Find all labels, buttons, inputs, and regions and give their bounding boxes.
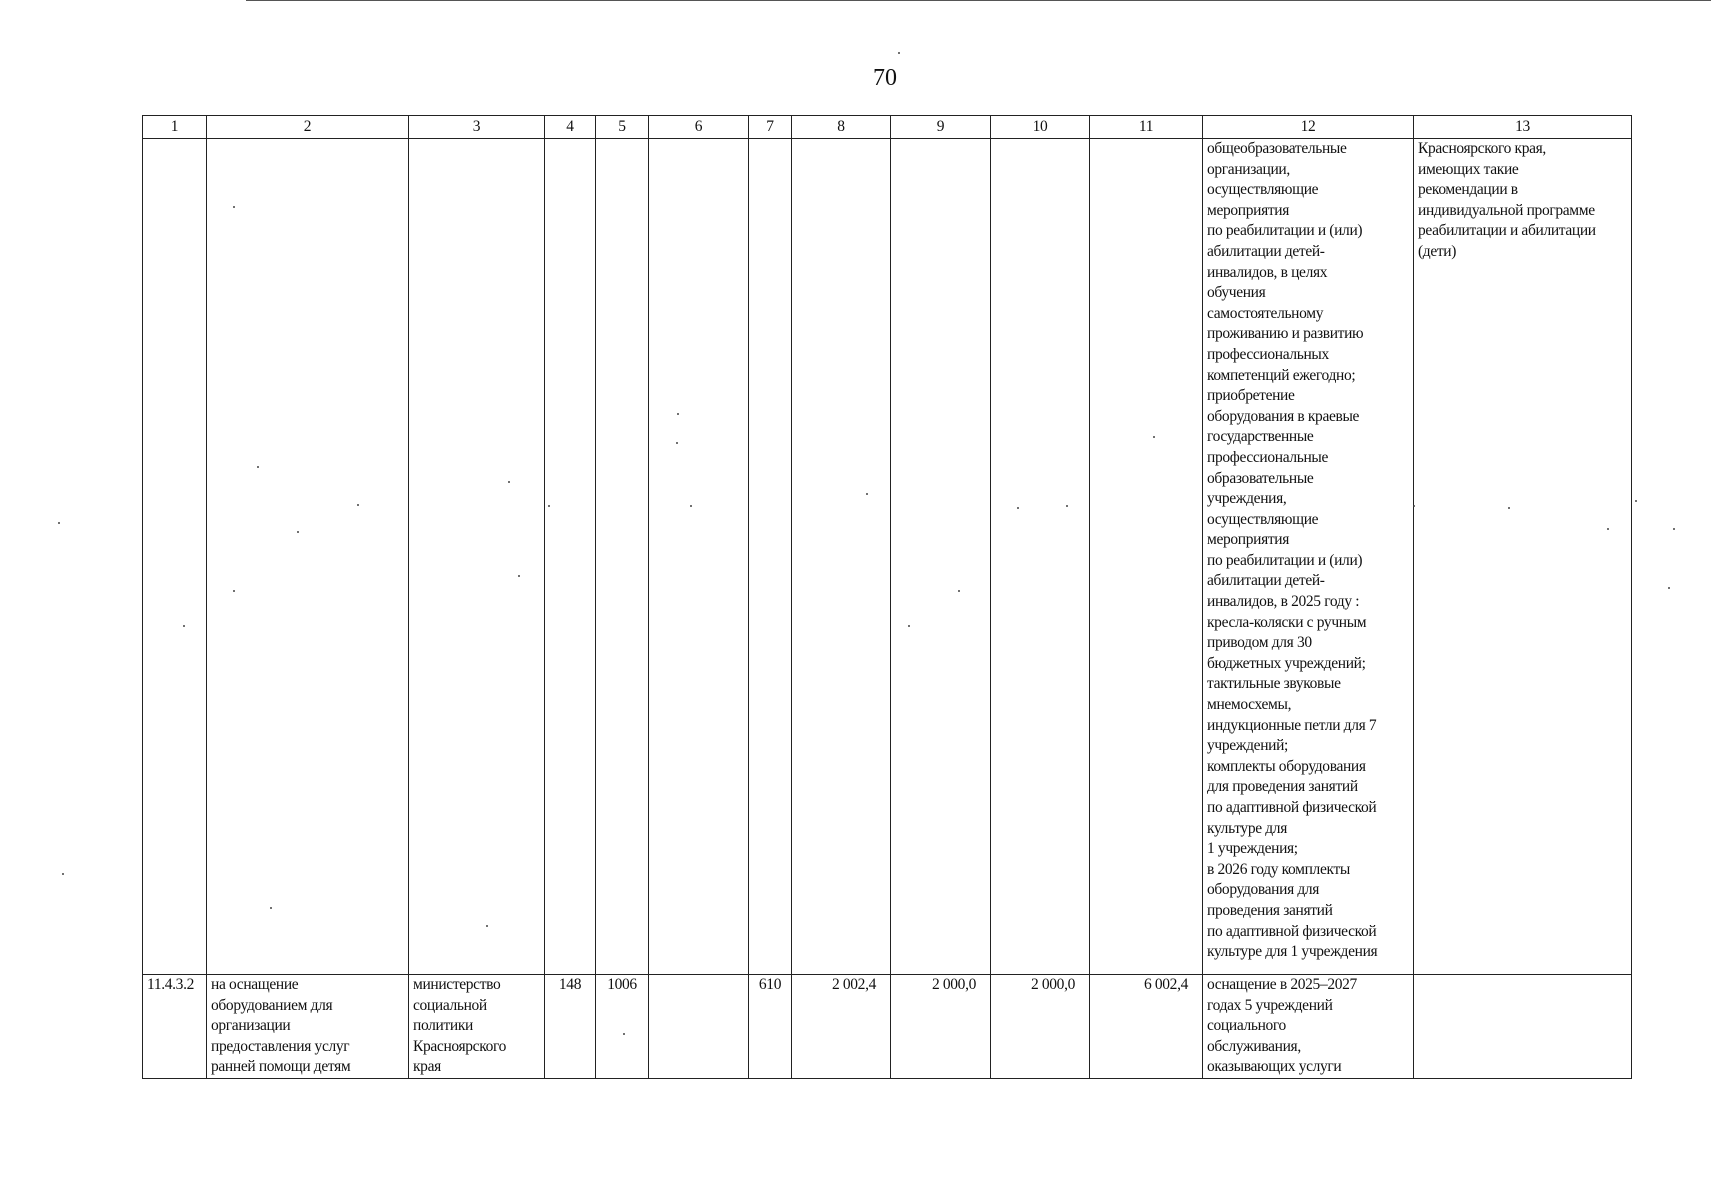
scan-speck [297, 531, 299, 533]
scan-speck [257, 466, 259, 468]
scan-speck [518, 575, 520, 577]
scan-speck [183, 625, 185, 627]
scan-speck [623, 1033, 625, 1035]
continued-cell-3 [409, 139, 545, 975]
header-col-11: 11 [1090, 116, 1203, 139]
scan-speck [866, 493, 868, 495]
row-amount-col-9: 2 000,0 [891, 975, 991, 1079]
scan-speck [233, 590, 235, 592]
row-amount-col-8: 2 002,4 [792, 975, 891, 1079]
continued-cell-5 [596, 139, 649, 975]
scan-speck [676, 442, 678, 444]
scan-speck [1635, 500, 1637, 502]
scan-speck [677, 413, 679, 415]
scan-speck [508, 481, 510, 483]
scan-speck [1066, 505, 1068, 507]
continued-cell-4 [545, 139, 596, 975]
scan-speck [270, 907, 272, 909]
header-col-4: 4 [545, 116, 596, 139]
row-code-col-6 [649, 975, 749, 1079]
continued-target-description: Красноярского края, имеющих такие рекомендации в индивидуальной программе реабилитации и абилитации (дети) [1414, 139, 1632, 975]
scan-speck [58, 522, 60, 524]
continued-cell-6 [649, 139, 749, 975]
continued-cell-9 [891, 139, 991, 975]
continued-cell-10 [991, 139, 1090, 975]
header-col-5: 5 [596, 116, 649, 139]
continued-row [143, 139, 1632, 975]
header-col-7: 7 [749, 116, 792, 139]
scan-speck [690, 505, 692, 507]
scan-speck [233, 206, 235, 208]
scan-speck [62, 873, 64, 875]
row-responsible-executor: министерство социальной политики Красноярского края [409, 975, 545, 1079]
page-number: 70 [873, 65, 897, 91]
row-item-number: 11.4.3.2 [143, 975, 207, 1079]
scan-speck [1668, 587, 1670, 589]
header-col-13: 13 [1414, 116, 1632, 139]
header-col-1: 1 [143, 116, 207, 139]
header-col-8: 8 [792, 116, 891, 139]
scan-speck [486, 925, 488, 927]
header-col-12: 12 [1203, 116, 1414, 139]
row-result-description: оснащение в 2025–2027 годах 5 учреждений социального обслуживания, оказывающих услуги [1203, 975, 1414, 1079]
scan-speck [1153, 436, 1155, 438]
scan-speck [1607, 528, 1609, 530]
row-code-col-7: 610 [749, 975, 792, 1079]
continued-cell-7 [749, 139, 792, 975]
row-activity-name: на оснащение оборудованием для организации предоставления услуг ранней помощи детям [207, 975, 409, 1079]
scan-speck [898, 52, 900, 54]
row-code-col-5: 1006 [596, 975, 649, 1079]
header-col-6: 6 [649, 116, 749, 139]
header-col-9: 9 [891, 116, 991, 139]
scan-speck [357, 504, 359, 506]
header-col-3: 3 [409, 116, 545, 139]
scan-speck [1508, 507, 1510, 509]
continued-cell-8 [792, 139, 891, 975]
continued-cell-1 [143, 139, 207, 975]
row-amount-total: 6 002,4 [1090, 975, 1203, 1079]
scan-speck [1413, 505, 1415, 507]
row-amount-col-10: 2 000,0 [991, 975, 1090, 1079]
scan-speck [958, 590, 960, 592]
table-row-11-4-3-2 [143, 975, 1632, 1079]
row-target-description [1414, 975, 1632, 1079]
row-code-col-4: 148 [545, 975, 596, 1079]
continued-result-description: общеобразовательные организации, осуществляющие мероприятия по реабилитации и (или) абилитации детей- инвалидов, в целях обучения самостоятельному проживанию и развитию профессиональных компетенций ежегодно; приобретение оборудования в краевые государственные профессиональные образовательные учреждения, осуществляющие мероприятия по реабилитации и (или) абилитации детей- инвалидов, в 2025 году : кресла-коляски с ручным приводом для 30 бюджетных учреждений; тактильные звуковые мнемосхемы, индукционные петли для 7 учреждений; комплекты оборудования для проведения занятий по адаптивной физической культуре для 1 учреждения; в 2026 году комплекты оборудования для проведения занятий по адаптивной физической культуре для 1 учреждения [1203, 139, 1414, 975]
continued-cell-2 [207, 139, 409, 975]
scan-speck [908, 625, 910, 627]
scan-speck [548, 505, 550, 507]
program-activities-table [142, 115, 1632, 1079]
scan-speck [1673, 528, 1675, 530]
header-col-10: 10 [991, 116, 1090, 139]
header-col-2: 2 [207, 116, 409, 139]
scan-speck [1017, 507, 1019, 509]
top-scan-rule [246, 0, 1711, 1]
column-number-header-row [143, 116, 1632, 139]
continued-cell-11 [1090, 139, 1203, 975]
